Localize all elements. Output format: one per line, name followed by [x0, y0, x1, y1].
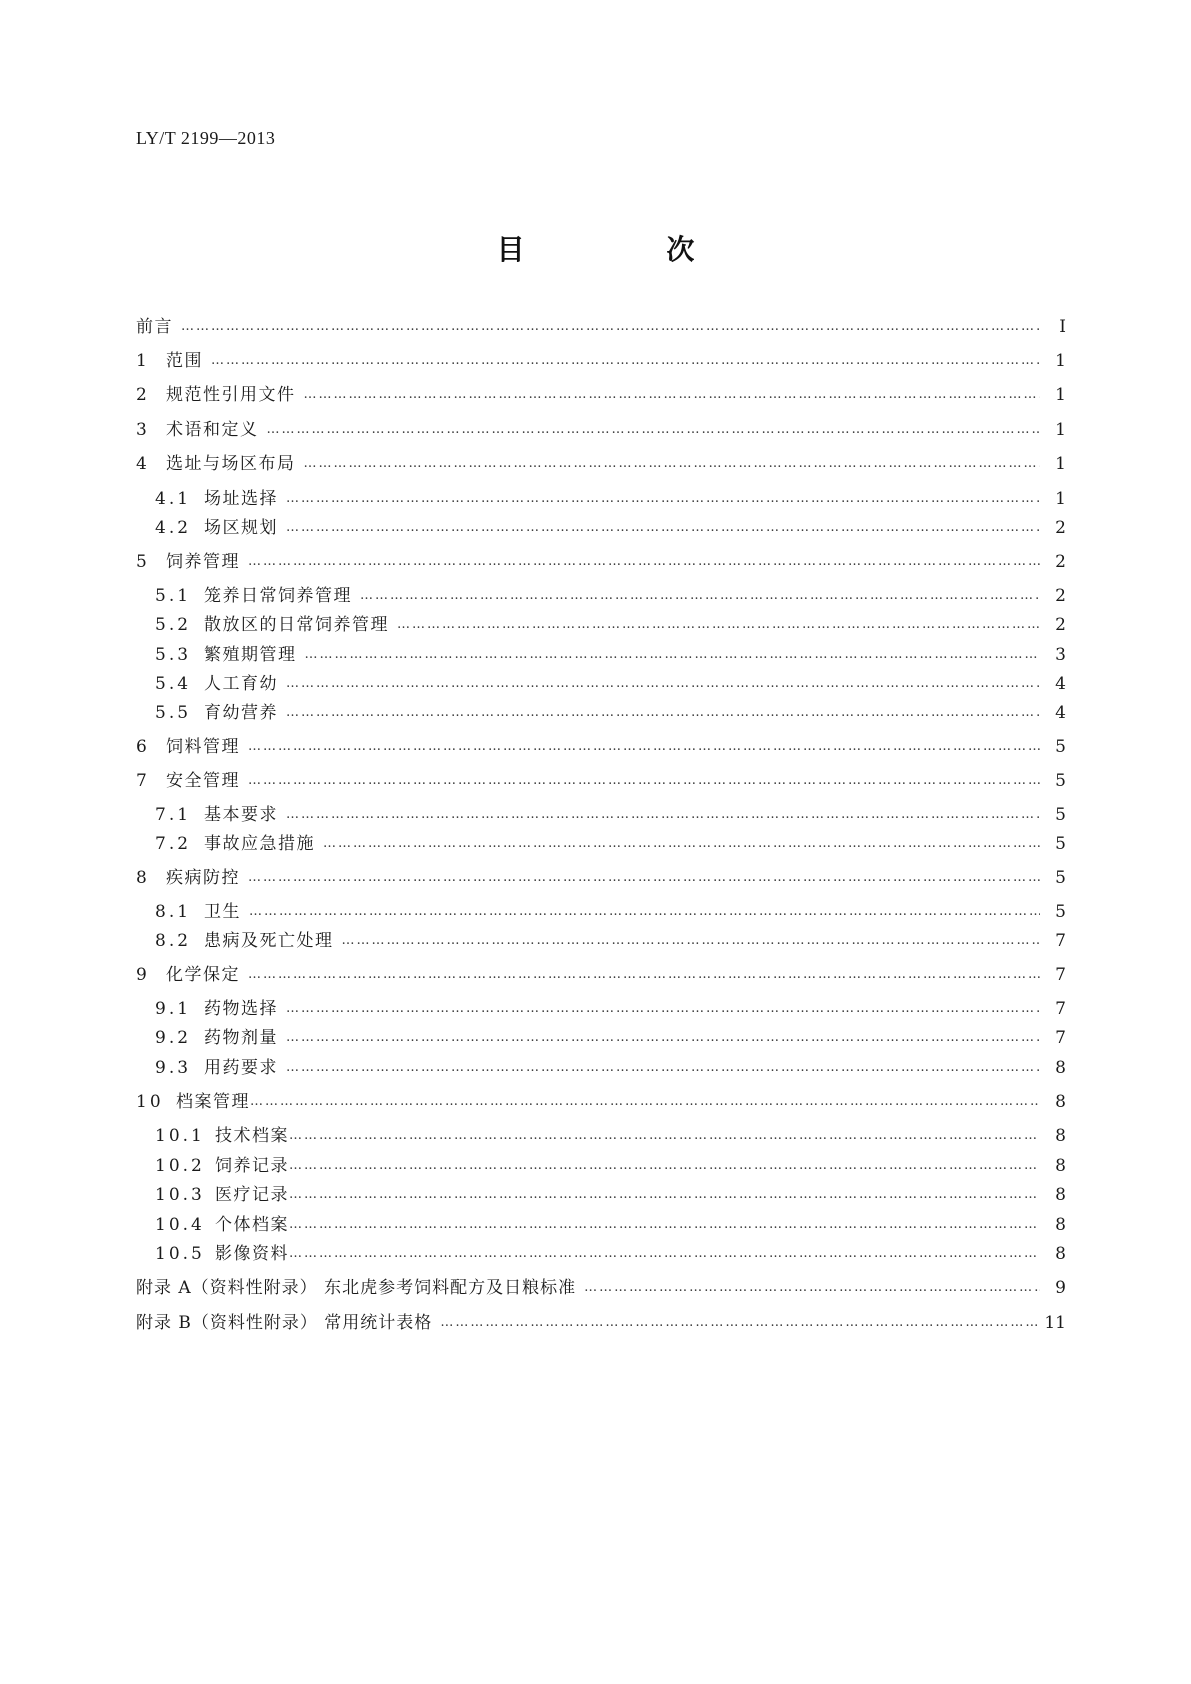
toc-page-number: 1 — [1055, 489, 1066, 509]
dot-leader — [305, 644, 1041, 666]
toc-number: 5.4 — [155, 674, 192, 694]
toc-entry-7-2[interactable] — [136, 833, 1066, 857]
toc-label: 笼养日常饲养管理 — [204, 586, 352, 606]
toc-entry-4[interactable] — [136, 453, 1066, 477]
toc-number: 4.2 — [155, 518, 192, 538]
toc-label: 档案管理 — [176, 1092, 250, 1112]
toc-number: 5.2 — [155, 615, 192, 635]
toc-entry-5-5[interactable] — [136, 702, 1066, 726]
toc-entry-appendix-a[interactable] — [136, 1277, 1066, 1301]
toc-entry-5-1[interactable] — [136, 585, 1066, 609]
toc-label: 化学保定 — [166, 965, 240, 985]
dot-leader — [286, 702, 1040, 724]
toc-entry-9-2[interactable] — [136, 1027, 1066, 1051]
toc-label: 安全管理 — [166, 771, 240, 791]
toc-page-number: 1 — [1055, 351, 1066, 371]
toc-page-number: 3 — [1055, 645, 1066, 665]
toc-page-number: 2 — [1055, 615, 1066, 635]
toc-page-number: 5 — [1055, 868, 1066, 888]
dot-leader — [250, 1091, 1040, 1113]
dot-leader — [323, 833, 1040, 855]
toc-entry-9[interactable] — [136, 964, 1066, 988]
toc-label: 用药要求 — [204, 1058, 278, 1078]
dot-leader — [397, 614, 1040, 636]
toc-page-number: 5 — [1055, 805, 1066, 825]
toc-page-number: 8 — [1055, 1126, 1066, 1146]
toc-label: 附录 A（资料性附录） 东北虎参考饲料配方及日粮标准 — [136, 1278, 577, 1298]
toc-entry-10-3[interactable] — [136, 1184, 1066, 1208]
dot-leader — [248, 770, 1040, 792]
dot-leader — [289, 1184, 1040, 1206]
dot-leader — [286, 1027, 1040, 1049]
toc-number: 8 — [136, 868, 150, 888]
toc-label: 个体档案 — [215, 1215, 289, 1235]
dot-leader — [248, 964, 1040, 986]
toc-entry-6[interactable] — [136, 736, 1066, 760]
dot-leader — [289, 1155, 1040, 1177]
toc-page-number: 7 — [1055, 931, 1066, 951]
toc-label: 卫生 — [204, 902, 241, 922]
toc-entry-7-1[interactable] — [136, 804, 1066, 828]
dot-leader — [584, 1277, 1040, 1299]
toc-page-number: 11 — [1044, 1313, 1066, 1333]
dot-leader — [248, 867, 1040, 889]
toc-number: 5.3 — [155, 645, 192, 665]
toc-label: 前言 — [136, 317, 173, 337]
toc-number: 10.4 — [155, 1215, 205, 1235]
toc-number: 9.3 — [155, 1058, 192, 1078]
toc-number: 4.1 — [155, 489, 192, 509]
toc-entry-5-3[interactable] — [136, 644, 1066, 668]
toc-entry-8[interactable] — [136, 867, 1066, 891]
toc-entry-10-2[interactable] — [136, 1155, 1066, 1179]
toc-number: 2 — [136, 385, 150, 405]
toc-entry-9-1[interactable] — [136, 998, 1066, 1022]
toc-label: 育幼营养 — [204, 703, 278, 723]
dot-leader — [289, 1243, 1040, 1265]
toc-entry-foreword[interactable] — [136, 316, 1066, 340]
dot-leader — [286, 804, 1040, 826]
toc-page-number: 8 — [1055, 1185, 1066, 1205]
toc-page-number: 7 — [1055, 965, 1066, 985]
toc-page-number: 2 — [1055, 586, 1066, 606]
toc-entry-5-2[interactable] — [136, 614, 1066, 638]
toc-page-number: 7 — [1055, 999, 1066, 1019]
toc-entry-4-2[interactable] — [136, 517, 1066, 541]
toc-number: 10.2 — [155, 1156, 205, 1176]
dot-leader — [286, 1057, 1040, 1079]
toc-label: 场区规划 — [204, 518, 278, 538]
toc-page-number: 4 — [1055, 674, 1066, 694]
toc-page-number: 8 — [1055, 1244, 1066, 1264]
toc-entry-2[interactable] — [136, 384, 1066, 408]
toc-page-number: 8 — [1055, 1156, 1066, 1176]
toc-number: 8.2 — [155, 931, 192, 951]
dot-leader — [249, 901, 1040, 923]
toc-label: 规范性引用文件 — [166, 385, 296, 405]
toc-page-number: 5 — [1055, 771, 1066, 791]
dot-leader — [286, 488, 1040, 510]
standard-code: LY/T 2199—2013 — [136, 128, 276, 148]
toc-number: 10.1 — [155, 1126, 205, 1146]
toc-page-number: 5 — [1055, 834, 1066, 854]
toc-entry-10-5[interactable] — [136, 1243, 1066, 1267]
toc-label: 饲料管理 — [166, 737, 240, 757]
dot-leader — [289, 1214, 1040, 1236]
dot-leader — [211, 350, 1040, 372]
toc-page-number: 5 — [1055, 902, 1066, 922]
dot-leader — [440, 1312, 1040, 1334]
toc-label: 影像资料 — [215, 1244, 289, 1264]
toc-page-number: 1 — [1055, 385, 1066, 405]
toc-number: 10.5 — [155, 1244, 205, 1264]
toc-number: 3 — [136, 420, 150, 440]
toc-page-number: 5 — [1055, 737, 1066, 757]
toc-page-number: 9 — [1055, 1278, 1066, 1298]
toc-page-number: 4 — [1055, 703, 1066, 723]
toc-label: 散放区的日常饲养管理 — [204, 615, 389, 635]
toc-page-number: 1 — [1055, 454, 1066, 474]
toc-number: 10 — [136, 1092, 164, 1112]
toc-entry-appendix-b[interactable] — [136, 1312, 1066, 1336]
page-title: 目 次 — [496, 233, 761, 266]
toc-label: 场址选择 — [204, 489, 278, 509]
dot-leader — [248, 551, 1040, 573]
toc-entry-8-2[interactable] — [136, 930, 1066, 954]
toc-label: 繁殖期管理 — [204, 645, 297, 665]
toc-label: 饲养记录 — [215, 1156, 289, 1176]
toc-entry-10-4[interactable] — [136, 1214, 1066, 1238]
toc-number: 8.1 — [155, 902, 192, 922]
toc-page-number: 8 — [1055, 1058, 1066, 1078]
toc-page-number: 2 — [1055, 518, 1066, 538]
toc-number: 9.2 — [155, 1028, 192, 1048]
dot-leader — [304, 453, 1041, 475]
dot-leader — [286, 998, 1040, 1020]
toc-label: 选址与场区布局 — [166, 454, 296, 474]
toc-label: 患病及死亡处理 — [204, 931, 334, 951]
dot-leader — [286, 673, 1040, 695]
toc-entry-10-1[interactable] — [136, 1125, 1066, 1149]
toc-number: 9.1 — [155, 999, 192, 1019]
dot-leader — [289, 1125, 1040, 1147]
toc-entry-3[interactable] — [136, 419, 1066, 443]
toc-entry-1[interactable] — [136, 350, 1066, 374]
toc-label: 饲养管理 — [166, 552, 240, 572]
toc-page-number: 8 — [1055, 1215, 1066, 1235]
dot-leader — [181, 316, 1040, 338]
dot-leader — [286, 517, 1040, 539]
toc-page-number: 8 — [1055, 1092, 1066, 1112]
toc-entry-5-4[interactable] — [136, 673, 1066, 697]
toc-label: 基本要求 — [204, 805, 278, 825]
toc-label: 医疗记录 — [215, 1185, 289, 1205]
toc-label: 附录 B（资料性附录） 常用统计表格 — [136, 1313, 433, 1333]
toc-entry-4-1[interactable] — [136, 488, 1066, 512]
dot-leader — [360, 585, 1040, 607]
toc-number: 1 — [136, 351, 150, 371]
toc-number: 5.5 — [155, 703, 192, 723]
toc-entry-7[interactable] — [136, 770, 1066, 794]
toc-label: 人工育幼 — [204, 674, 278, 694]
toc-number: 9 — [136, 965, 150, 985]
toc-number: 5 — [136, 552, 150, 572]
toc-page-number: 2 — [1055, 552, 1066, 572]
toc-entry-8-1[interactable] — [136, 901, 1066, 925]
toc-number: 10.3 — [155, 1185, 205, 1205]
dot-leader — [304, 384, 1041, 406]
toc-label: 技术档案 — [215, 1126, 289, 1146]
toc-page-number: Ⅰ — [1059, 317, 1066, 337]
toc-entry-9-3[interactable] — [136, 1057, 1066, 1081]
toc-number: 5.1 — [155, 586, 192, 606]
toc-label: 事故应急措施 — [204, 834, 315, 854]
toc-page-number: 1 — [1055, 420, 1066, 440]
toc-entry-5[interactable] — [136, 551, 1066, 575]
toc-label: 药物剂量 — [204, 1028, 278, 1048]
toc-number: 7.2 — [155, 834, 192, 854]
dot-leader — [267, 419, 1041, 441]
toc-number: 4 — [136, 454, 150, 474]
toc-entry-10[interactable] — [136, 1091, 1066, 1115]
toc-number: 7.1 — [155, 805, 192, 825]
toc-label: 术语和定义 — [166, 420, 259, 440]
toc-label: 药物选择 — [204, 999, 278, 1019]
toc-label: 疾病防控 — [166, 868, 240, 888]
toc-number: 6 — [136, 737, 150, 757]
toc-page-number: 7 — [1055, 1028, 1066, 1048]
toc-label: 范围 — [166, 351, 203, 371]
dot-leader — [248, 736, 1040, 758]
toc-number: 7 — [136, 771, 150, 791]
dot-leader — [342, 930, 1041, 952]
